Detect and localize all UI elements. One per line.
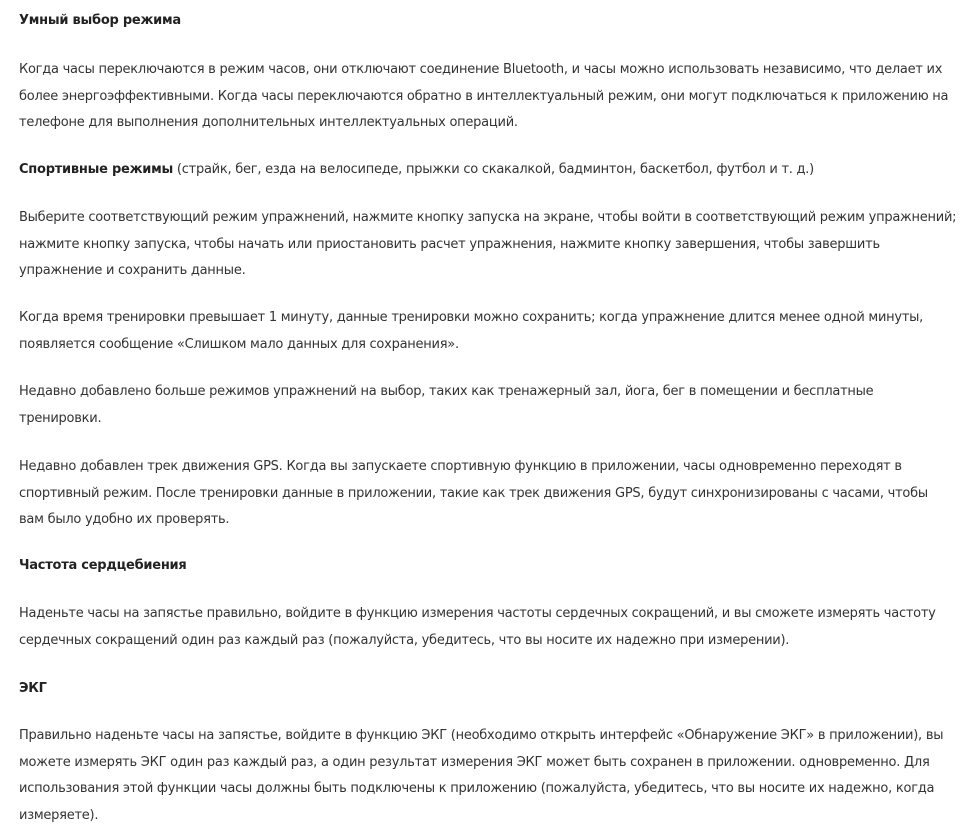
paragraph-sport-modes-1 bbox=[19, 205, 969, 285]
paragraph-line: Правильно наденьте часы на запястье, войдите в функцию ЭКГ (необходимо открыть интерфейс «Обнаружение ЭКГ» в приложении), вы bbox=[19, 728, 944, 743]
paragraph-line: использования этой функции часы должны быть подключены к приложению (пожалуйста, убедитесь, что вы носите их надежно, когда bbox=[19, 781, 935, 796]
paragraph-line: более энергоэффективными. Когда часы переключаются обратно в интеллектуальный режим, они могут подключаться к приложению на bbox=[19, 88, 949, 104]
paragraph-line: Наденьте часы на запястье правильно, войдите в функцию измерения частоты сердечных сокращений, и вы сможете измерять частоту bbox=[19, 606, 936, 621]
heading-ecg bbox=[19, 676, 969, 703]
paragraph-line: вам было удобно их проверять. bbox=[19, 512, 230, 527]
heading-heart-rate bbox=[19, 553, 969, 580]
paragraph-line: упражнение и сохранить данные. bbox=[19, 263, 246, 278]
paragraph-smart-mode bbox=[19, 57, 969, 137]
paragraph-line: сердечных сокращений один раз каждый раз (пожалуйста, убедитесь, что вы носите их надежно при измерении). bbox=[19, 632, 790, 648]
paragraph-line: появляется сообщение «Слишком мало данных для сохранения». bbox=[19, 336, 459, 352]
paragraph-sport-modes-4 bbox=[19, 454, 969, 534]
paragraph-line: Когда часы переключаются в режим часов, они отключают соединение Bluetooth, и часы можно использовать независимо, что делает их bbox=[19, 62, 943, 77]
paragraph-line: Выберите соответствующий режим упражнений, нажмите кнопку запуска на экране, чтобы войти в соответствующий режим упражнений; bbox=[19, 210, 957, 225]
paragraph-line: спортивный режим. После тренировки данные в приложении, такие как трек движения GPS, будут синхронизированы с часами, чтобы bbox=[19, 485, 928, 501]
paragraph-line: можете измерять ЭКГ один раз каждый раз, а один результат измерения ЭКГ может быть сохранен в приложении. одновременно. Для bbox=[19, 754, 930, 770]
paragraph-ecg bbox=[19, 723, 969, 829]
paragraph-line: телефоне для выполнения дополнительных интеллектуальных операций. bbox=[19, 115, 518, 130]
heading-text: Частота сердцебиения bbox=[19, 558, 187, 573]
paragraph-line: Когда время тренировки превышает 1 минуту, данные тренировки можно сохранить; когда упражнение длится менее одной минуты, bbox=[19, 310, 924, 325]
heading-line bbox=[19, 157, 969, 184]
heading-text: ЭКГ bbox=[19, 681, 47, 696]
paragraph-sport-modes-3 bbox=[19, 379, 969, 432]
paragraph-sport-modes-2 bbox=[19, 305, 969, 358]
heading-smart-mode bbox=[19, 8, 969, 35]
heading-text: Спортивные режимы bbox=[19, 162, 174, 177]
paragraph-heart-rate bbox=[19, 601, 969, 654]
heading-subtitle: (страйк, бег, езда на велосипеде, прыжки со скакалкой, бадминтон, баскетбол, футбол и т. д.) bbox=[173, 162, 814, 177]
heading-sport-modes bbox=[19, 157, 969, 184]
paragraph-line: Недавно добавлен трек движения GPS. Когда вы запускаете спортивную функцию в приложении, часы одновременно переходят в bbox=[19, 459, 902, 474]
paragraph-line: Недавно добавлено больше режимов упражнений на выбор, таких как тренажерный зал, йога, бег в помещении и бесплатные bbox=[19, 384, 874, 399]
paragraph-line: тренировки. bbox=[19, 410, 102, 426]
paragraph-line: нажмите кнопку запуска, чтобы начать или приостановить расчет упражнения, нажмите кнопку завершения, чтобы завершить bbox=[19, 236, 880, 252]
heading-text: Умный выбор режима bbox=[19, 13, 181, 28]
paragraph-line: измеряете). bbox=[19, 807, 99, 823]
